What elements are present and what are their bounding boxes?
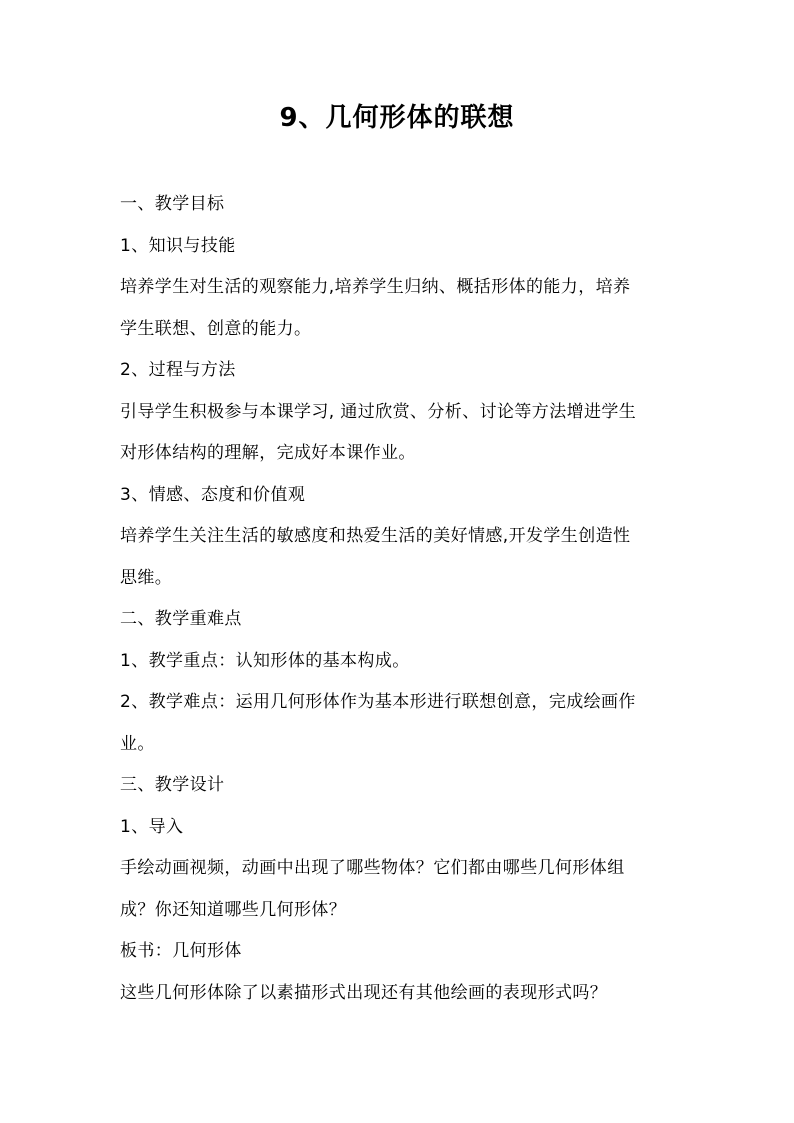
paragraph-line: 2、教学难点：运用几何形体作为基本形进行联想创意，完成绘画作 — [120, 692, 636, 712]
paragraph-line: 1、教学重点：认知形体的基本构成。 — [120, 650, 410, 671]
paragraph-line: 手绘动画视频，动画中出现了哪些物体？它们都由哪些几何形体组 — [120, 858, 625, 878]
document-title: 9、几何形体的联想 — [279, 103, 515, 133]
subheading-introduction: 1、导入 — [120, 816, 184, 837]
subheading-process-method: 2、过程与方法 — [120, 360, 236, 380]
heading-teaching-goals: 一、教学目标 — [120, 194, 225, 214]
paragraph-line: 成？你还知道哪些几何形体？ — [120, 899, 347, 920]
document-body — [120, 184, 680, 1014]
heading-key-difficult-points: 二、教学重难点 — [120, 609, 242, 629]
paragraph-line: 引导学生积极参与本课学习, 通过欣赏、分析、讨论等方法增进学生 — [120, 401, 637, 422]
paragraph-line: 业。 — [120, 733, 155, 754]
paragraph-line: 培养学生关注生活的敏感度和热爱生活的美好情感,开发学生创造性 — [120, 526, 631, 546]
paragraph-line: 对形体结构的理解，完成好本课作业。 — [120, 443, 416, 463]
subheading-emotion-values: 3、情感、态度和价值观 — [120, 484, 306, 505]
heading-teaching-design: 三、教学设计 — [120, 775, 225, 795]
paragraph-line: 培养学生对生活的观察能力,培养学生归纳、概括形体的能力，培养 — [120, 277, 631, 297]
paragraph-line: 这些几何形体除了以素描形式出现还有其他绘画的表现形式吗？ — [120, 982, 608, 1003]
paragraph-line: 思维。 — [120, 567, 173, 588]
paragraph-line: 板书：几何形体 — [120, 941, 242, 961]
subheading-knowledge-skills: 1、知识与技能 — [120, 235, 236, 256]
paragraph-line: 学生联想、创意的能力。 — [120, 318, 312, 339]
